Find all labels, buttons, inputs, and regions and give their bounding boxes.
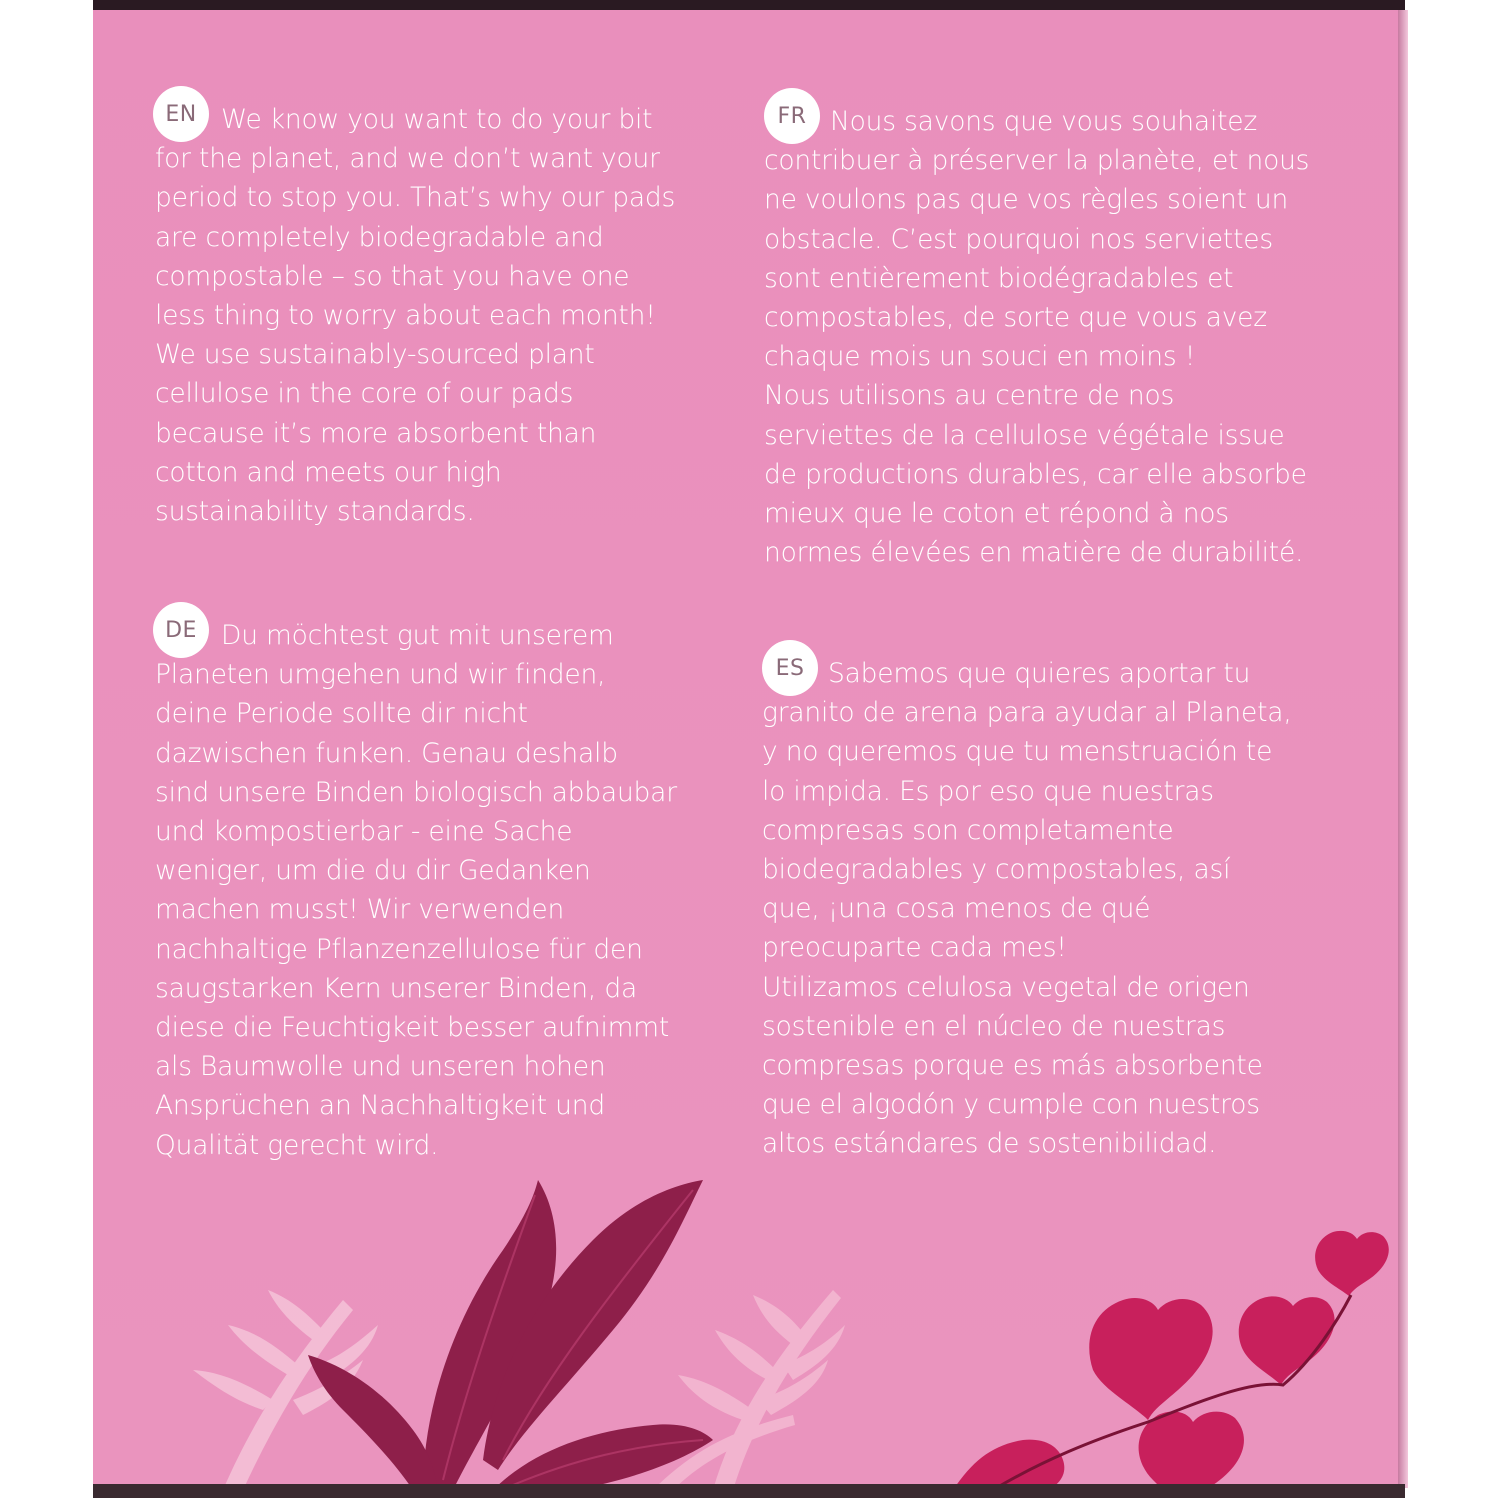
text-block-en: We know you want to do your bit for the planet, and we don’t want your period to stop you. That’s why our pads are completely biodegradable and compostable – so that you have one less thing to worry about each month! We use sustainably-sourced plant cellulose in the core of our pads because it’s more absorbent than cotton and meets our high sustainability standards. (155, 104, 676, 528)
language-badge-de: DE (153, 602, 209, 658)
magenta-leaf-icon (953, 1231, 1389, 1490)
language-badge-es: ES (762, 640, 818, 696)
light-fern-right-icon (653, 1290, 845, 1490)
text-block-de: Du möchtest gut mit unserem Planeten umgehen und wir finden, deine Periode sollte dir nicht dazwischen funken. Genau deshalb sind unsere Binden biologisch abbaubar und kompostierbar - eine Sache weniger, um die du dir Gedanken machen musst! Wir verwenden nachhaltige Pflanzenzellulose für den saugstarken Kern unserer Binden, da diese die Feuchtigkeit besser aufnimmt als Baumwolle und unseren hohen Ansprüchen an Nachhaltigkeit und Qualität gerecht wird. (155, 620, 677, 1161)
text-block-es: Sabemos que quieres aportar tu granito de arena para ayudar al Planeta, y no queremos que tu menstruación te lo impida. Es por eso que nuestras compresas son completamente biodegradables y compostables, así que, ¡una cosa menos de qué preocuparte cada mes! Utilizamos celulosa vegetal de origen sostenible en el núcleo de nuestras compresas porque es más absorbente que el algodón y cumple con nuestros altos estándares de sostenibilidad. (762, 658, 1292, 1160)
language-badge-fr: FR (764, 88, 820, 144)
foliage-illustration (93, 1160, 1405, 1490)
box-bottom-edge (93, 1484, 1405, 1498)
language-badge-en: EN (153, 86, 209, 142)
text-block-fr: Nous savons que vous souhaitez contribuer à préserver la planète, et nous ne voulons pas que vos règles soient un obstacle. C’est pourquoi nos serviettes sont entièrement biodégradables et compostables, de sorte que vous avez chaque mois un souci en moins ! Nous utilisons au centre de nos serviettes de la cellulose végétale issue de productions durables, car elle absorbe mieux que le coton et répond à nos normes élevées en matière de durabilité. (764, 106, 1310, 569)
